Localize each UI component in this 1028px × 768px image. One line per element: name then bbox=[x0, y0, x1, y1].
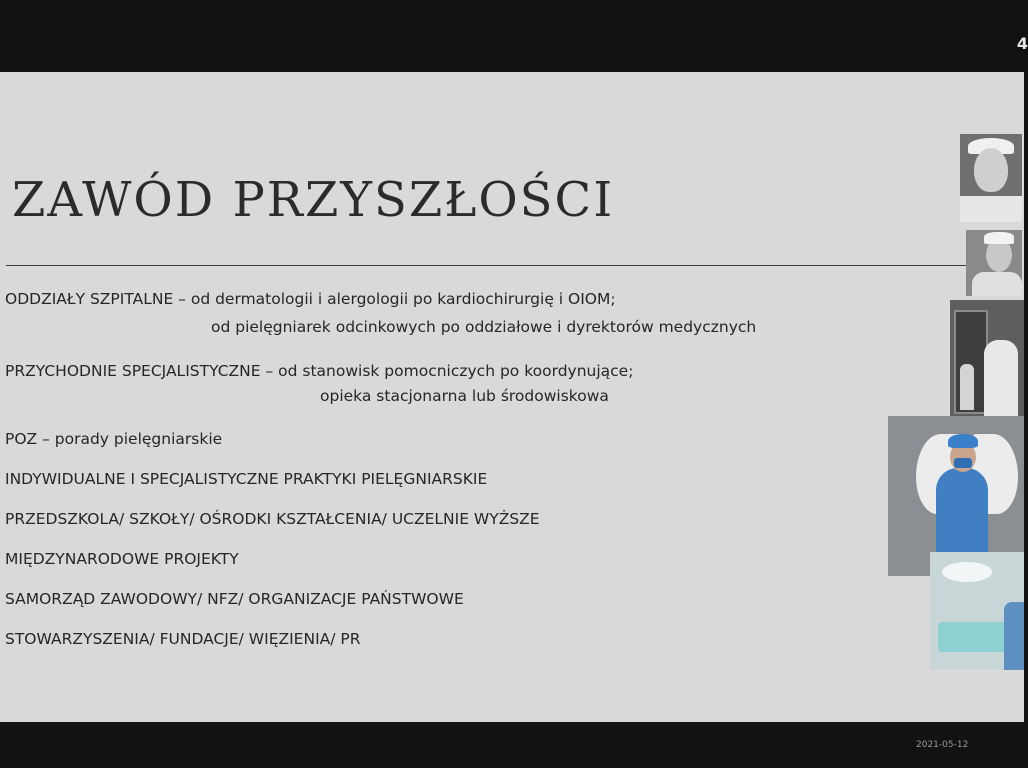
list-item-practices: INDYWIDUALNE I SPECJALISTYCZNE PRAKTYKI PIELĘGNIARSKIE bbox=[5, 470, 488, 488]
date-label: 2021-05-12 bbox=[916, 740, 969, 750]
nurse-profile-image bbox=[966, 230, 1022, 296]
list-item-international: MIĘDZYNARODOWE PROJEKTY bbox=[5, 550, 239, 568]
title-divider bbox=[6, 265, 990, 266]
list-item-hospital-wards-sub: od pielęgniarek odcinkowych po oddziałowe i dyrektorów medycznych bbox=[211, 318, 757, 336]
operating-room-image bbox=[930, 552, 1024, 670]
list-item-specialist-clinics-sub: opieka stacjonarna lub środowiskowa bbox=[320, 387, 609, 405]
slide-number: 4 bbox=[1016, 34, 1028, 53]
slide bbox=[0, 72, 1024, 722]
historic-hospital-image bbox=[950, 300, 1024, 416]
slide-title: ZAWÓD PRZYSZŁOŚCI bbox=[12, 172, 615, 228]
list-item-hospital-wards: ODDZIAŁY SZPITALNE – od dermatologii i alergologii po kardiochirurgię i OIOM; bbox=[5, 290, 616, 308]
list-item-self-government: SAMORZĄD ZAWODOWY/ NFZ/ ORGANIZACJE PAŃSTWOWE bbox=[5, 590, 464, 608]
list-item-schools: PRZEDSZKOLA/ SZKOŁY/ OŚRODKI KSZTAŁCENIA/ UCZELNIE WYŻSZE bbox=[5, 510, 540, 528]
list-item-specialist-clinics: PRZYCHODNIE SPECJALISTYCZNE – od stanowisk pomocniczych po koordynujące; bbox=[5, 362, 634, 380]
bottom-bar bbox=[0, 722, 1024, 768]
top-bar bbox=[0, 0, 1028, 72]
vintage-nurse-portrait-image bbox=[960, 134, 1022, 222]
list-item-poz: POZ – porady pielęgniarskie bbox=[5, 430, 223, 448]
list-item-associations: STOWARZYSZENIA/ FUNDACJE/ WIĘZIENIA/ PR bbox=[5, 630, 361, 648]
